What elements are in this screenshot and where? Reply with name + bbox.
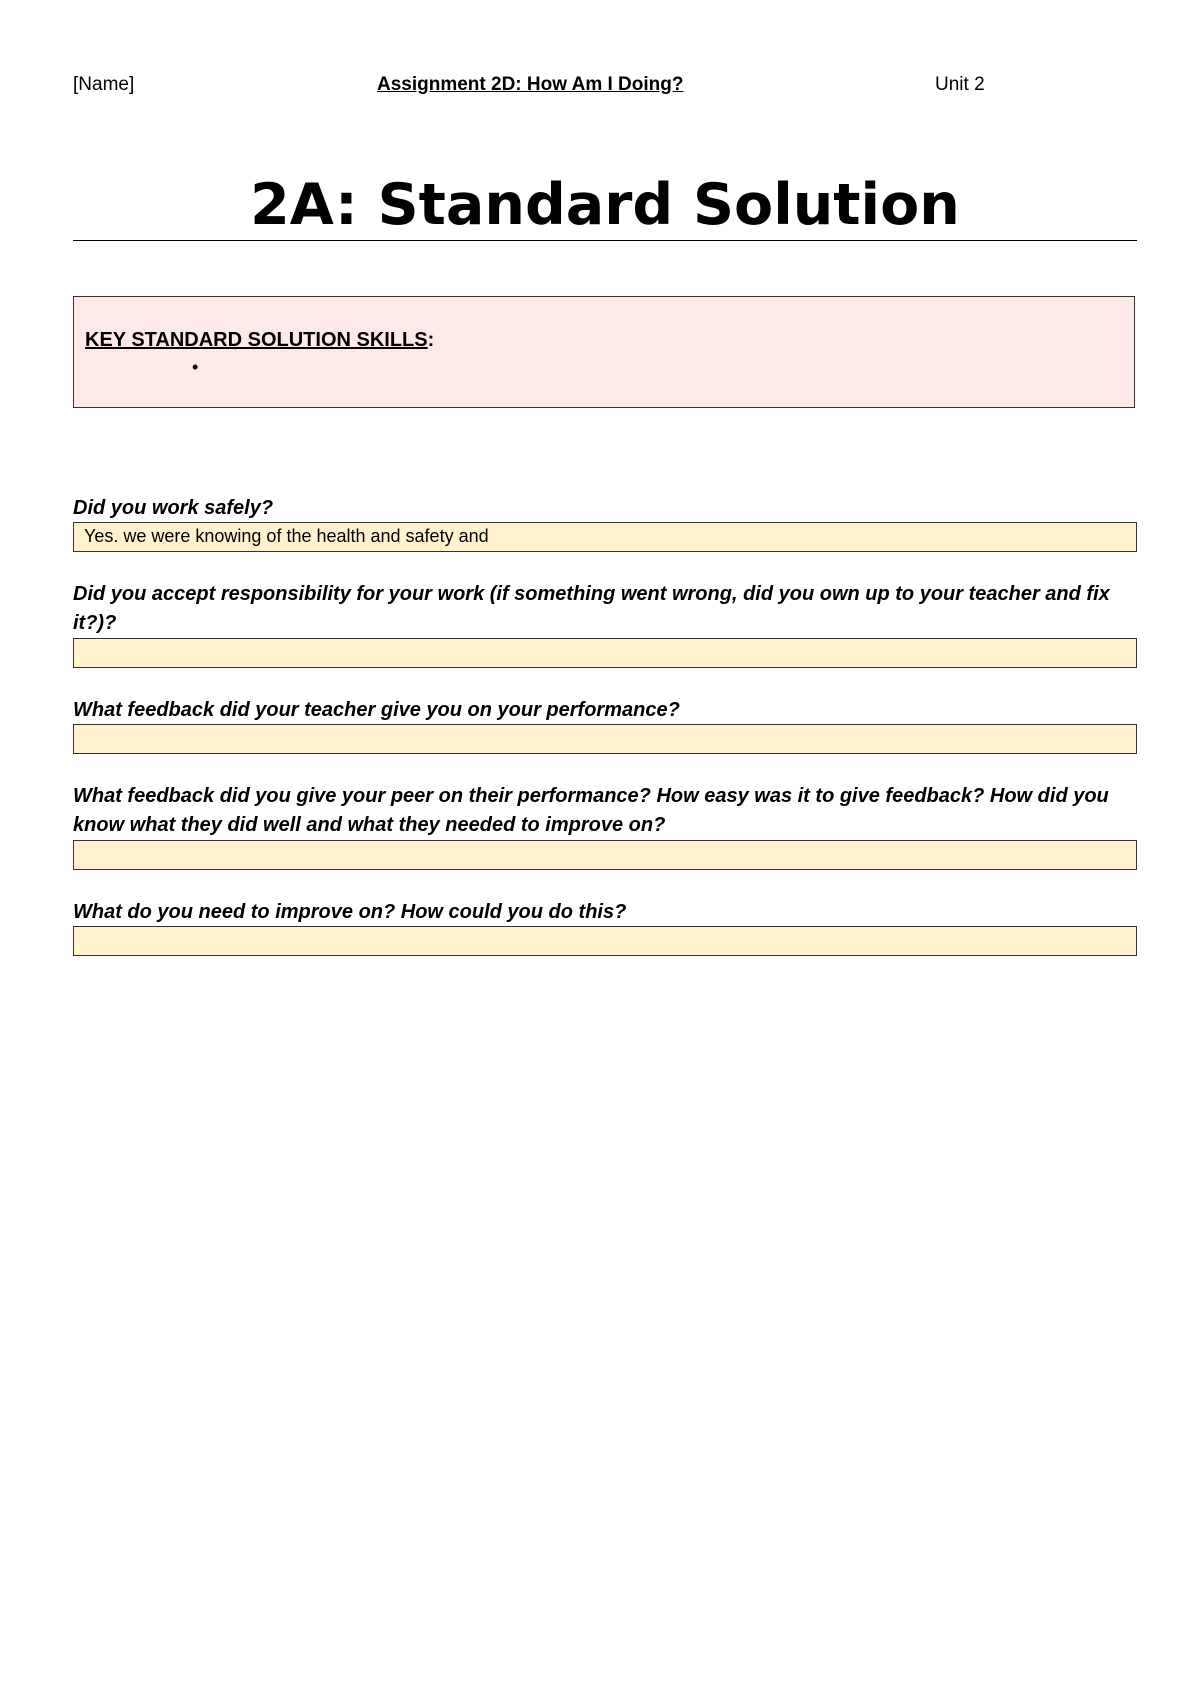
key-skills-heading-text: KEY STANDARD SOLUTION SKILLS [85,329,428,351]
key-skills-bullet: • [192,357,199,377]
title-divider [73,240,1137,241]
question-responsibility: Did you accept responsibility for your work (if something went wrong, did you own up to your teacher and fix it?)? [73,583,1110,634]
question-teacher-feedback: What feedback did your teacher give you on your performance? [73,699,680,721]
page-header [73,74,1137,100]
header-unit: Unit 2 [935,74,985,95]
key-skills-box [73,296,1135,408]
answer-field-responsibility[interactable] [73,638,1137,668]
page-title: 2A: Standard Solution [250,172,960,238]
answer-field-improve[interactable] [73,926,1137,956]
key-skills-heading-colon: : [427,329,435,351]
answer-field-teacher-feedback[interactable] [73,724,1137,754]
header-name: [Name] [73,74,135,95]
answer-field-peer-feedback[interactable] [73,840,1137,870]
question-work-safely: Did you work safely? [73,497,274,519]
answer-field-work-safely[interactable] [73,522,1137,552]
header-assignment-title: Assignment 2D: How Am I Doing? [377,74,684,95]
key-skills-heading [85,329,434,352]
question-peer-feedback: What feedback did you give your peer on their performance? How easy was it to give feedback? How did you know what they did well and what they needed to improve on? [73,785,1109,836]
question-improve: What do you need to improve on? How could you do this? [73,901,627,923]
answer-text-work-safely: Yes. we were knowing of the health and safety and [84,526,489,546]
